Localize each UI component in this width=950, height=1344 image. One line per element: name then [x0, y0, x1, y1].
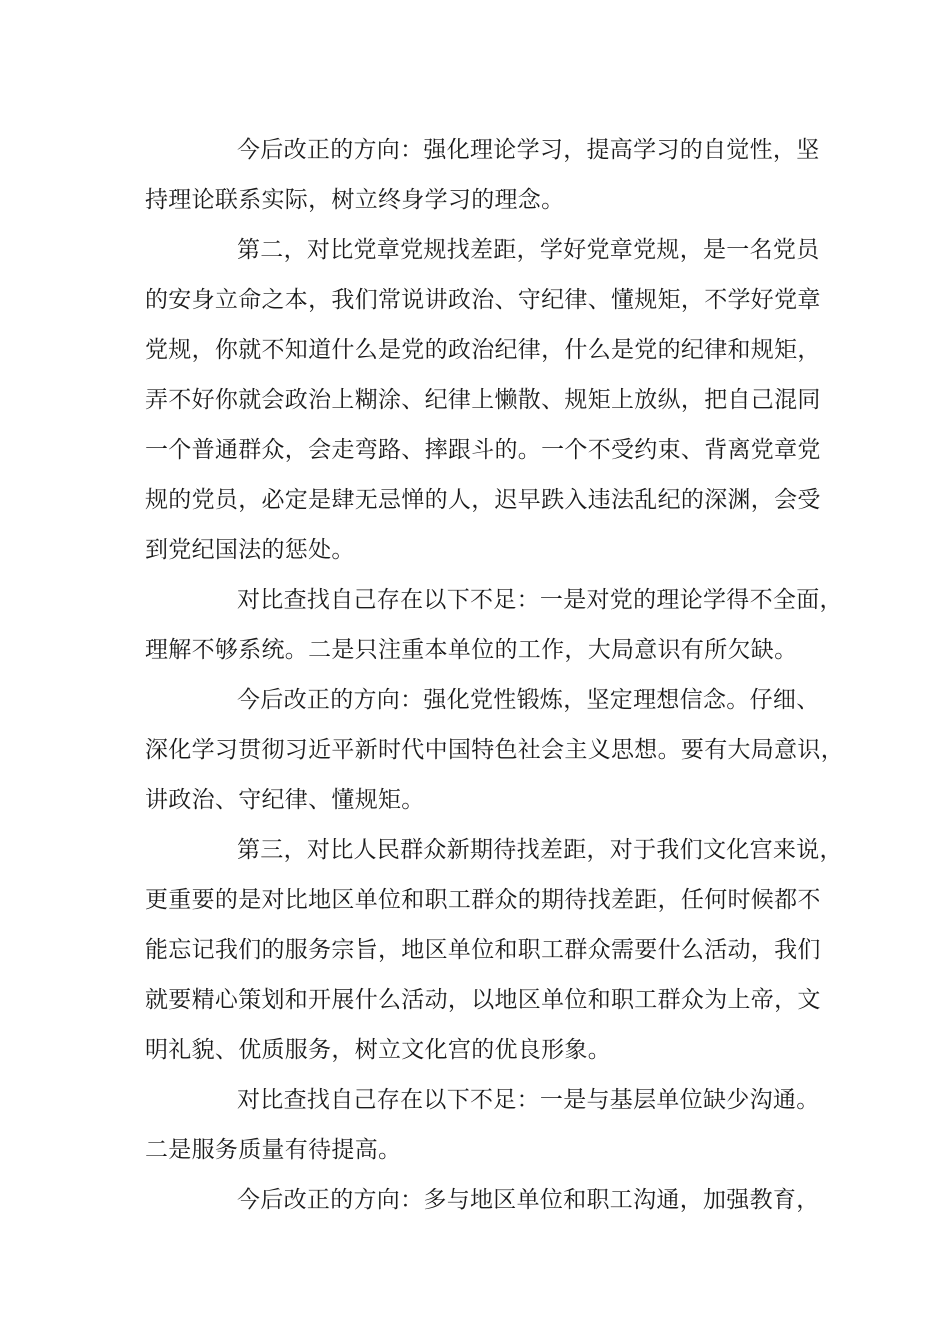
text-line: 今后改正的方向：强化理论学习，提高学习的自觉性，坚	[237, 137, 820, 163]
text-line: 就要精心策划和开展什么活动，以地区单位和职工群众为上帝，文	[145, 987, 821, 1013]
text-line: 更重要的是对比地区单位和职工群众的期待找差距，任何时候都不	[145, 887, 821, 913]
text-line: 党规，你就不知道什么是党的政治纪律，什么是党的纪律和规矩，	[145, 337, 821, 363]
text-line: 今后改正的方向：强化党性锻炼，坚定理想信念。仔细、	[237, 687, 820, 713]
text-line: 到党纪国法的惩处。	[145, 537, 355, 563]
text-line: 规的党员，必定是肆无忌惮的人，迟早跌入违法乱纪的深渊，会受	[145, 487, 821, 513]
text-line: 讲政治、守纪律、懂规矩。	[145, 787, 425, 813]
text-line: 弄不好你就会政治上糊涂、纪律上懒散、规矩上放纵，把自己混同	[145, 387, 821, 413]
text-line: 一个普通群众，会走弯路、摔跟斗的。一个不受约束、背离党章党	[145, 437, 821, 463]
text-line: 持理论联系实际，树立终身学习的理念。	[145, 187, 565, 213]
text-line: 理解不够系统。二是只注重本单位的工作，大局意识有所欠缺。	[145, 637, 798, 663]
text-line: 对比查找自己存在以下不足：一是对党的理论学得不全面，	[237, 587, 843, 613]
text-line: 二是服务质量有待提高。	[145, 1137, 402, 1163]
text-line: 第三，对比人民群众新期待找差距，对于我们文化宫来说，	[237, 837, 843, 863]
text-line: 深化学习贯彻习近平新时代中国特色社会主义思想。要有大局意识，	[145, 737, 844, 763]
text-line: 今后改正的方向：多与地区单位和职工沟通，加强教育，	[237, 1187, 820, 1213]
text-line: 的安身立命之本，我们常说讲政治、守纪律、懂规矩，不学好党章	[145, 287, 821, 313]
text-line: 能忘记我们的服务宗旨，地区单位和职工群众需要什么活动，我们	[145, 937, 821, 963]
text-line: 对比查找自己存在以下不足：一是与基层单位缺少沟通。	[237, 1087, 820, 1113]
text-line: 第二，对比党章党规找差距，学好党章党规，是一名党员	[237, 237, 820, 263]
text-line: 明礼貌、优质服务，树立文化宫的优良形象。	[145, 1037, 611, 1063]
